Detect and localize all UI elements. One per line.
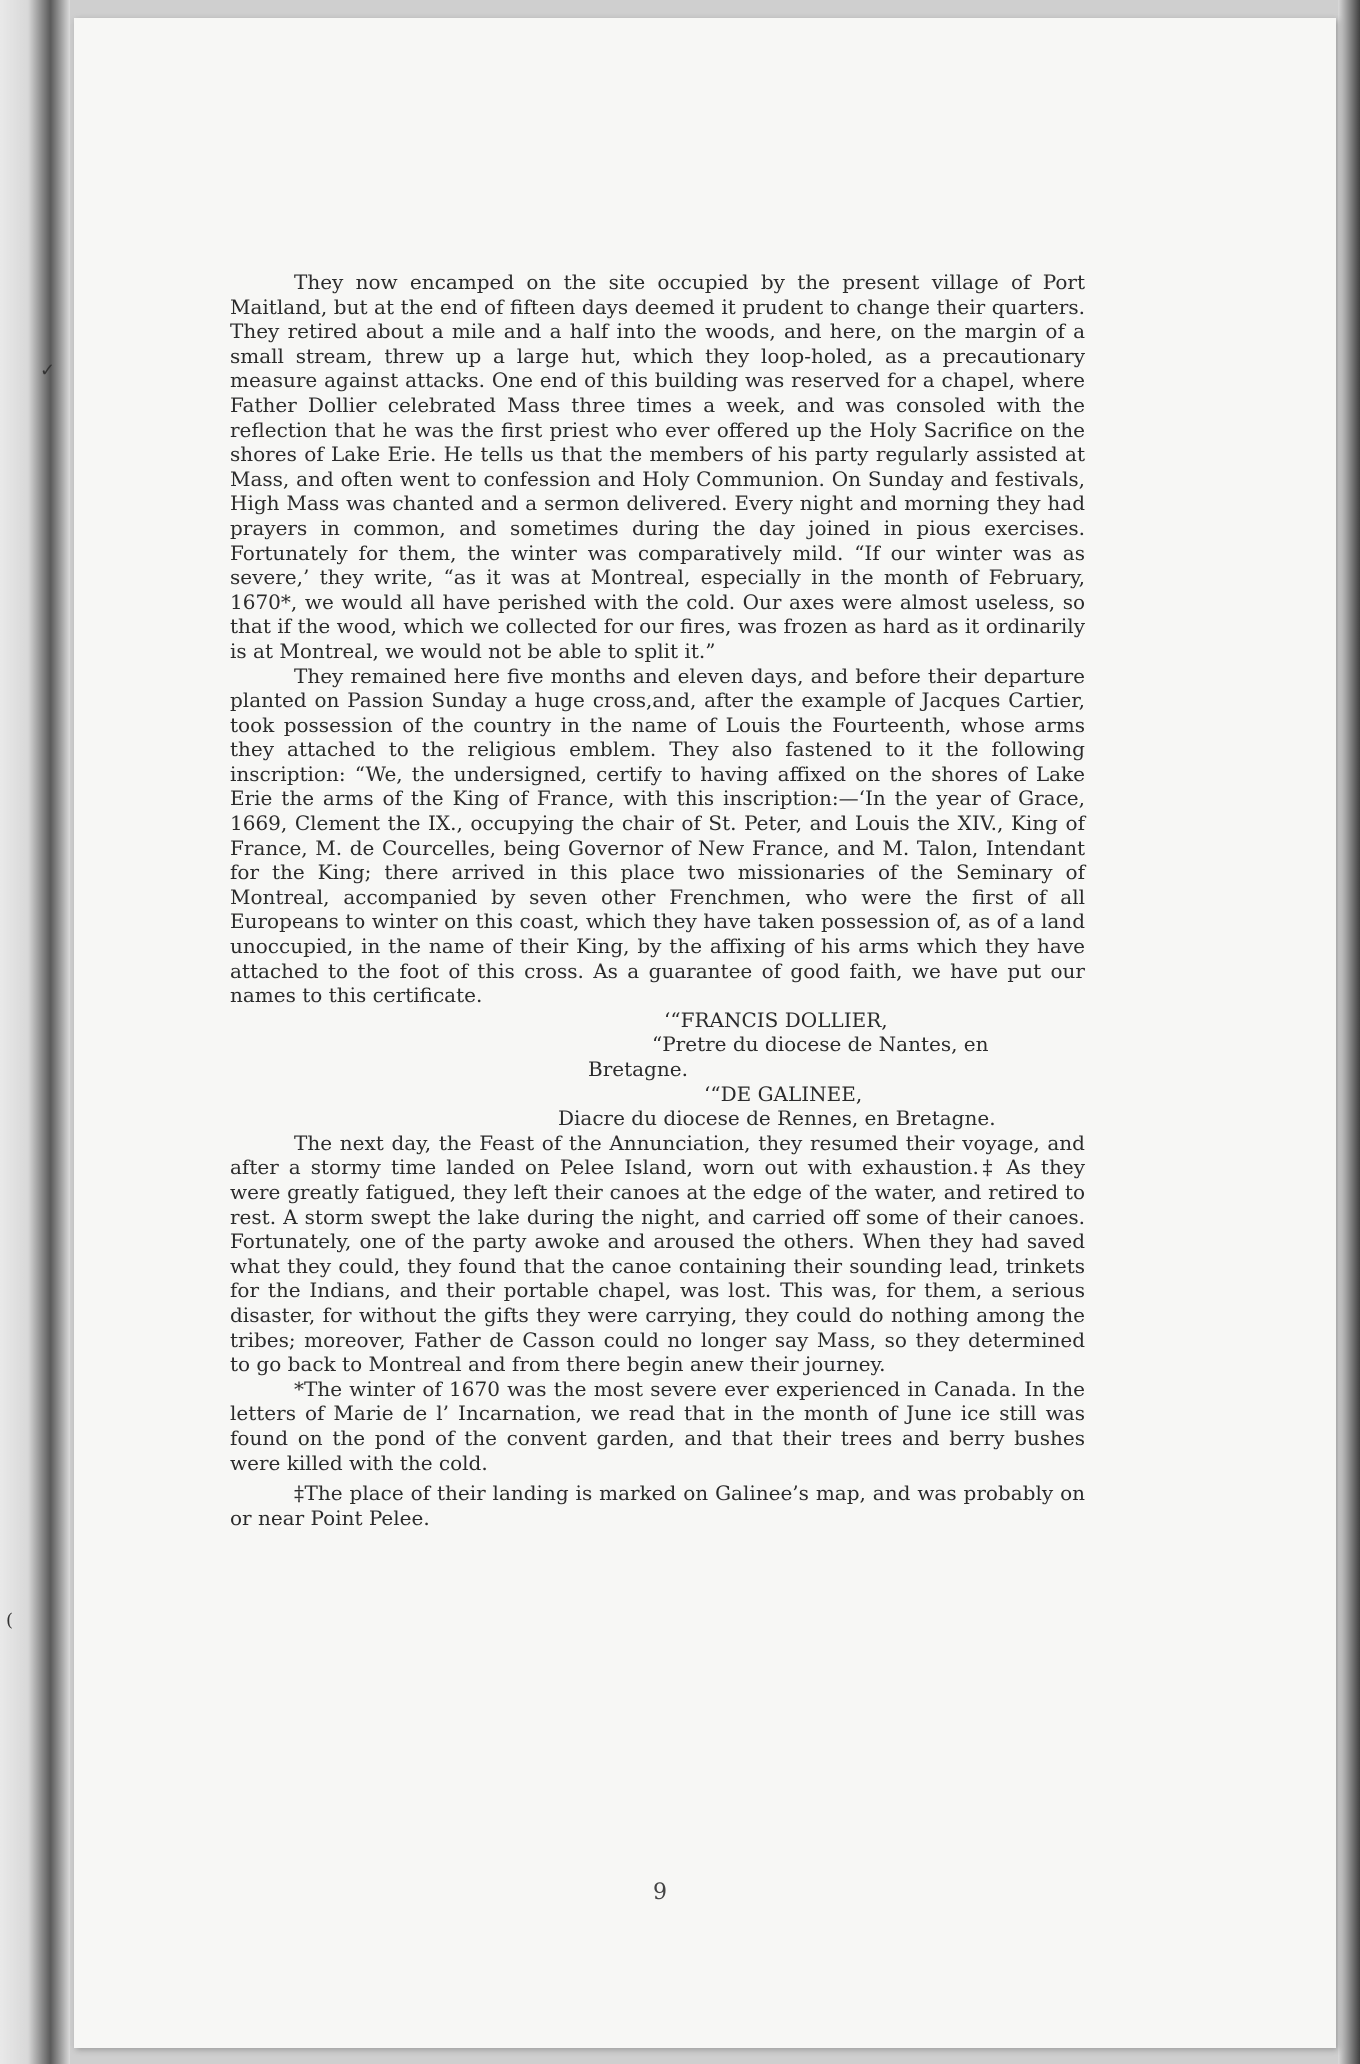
paragraph-2: They remained here five months and eleven days, and before their departure planted on Passion Sunday a huge cross,and, after the example of Jacques Cartier, took possession of the country in the name of Louis the Fourteenth, whose arms they attached to the religious emblem. They also fastened to it the following inscription: “We, the undersigned, certify to having affixed on the shores of Lake Erie the arms of the King of France, with this inscription:—‘In the year of Grace, 1669, Clement the IX., occupying the chair of St. Peter, and Louis the XIV., King of France, M. de Courcelles, being Governor of New France, and M. Talon, Intendant for the King; there arrived in this place two missionaries of the Seminary of Montreal, accompanied by seven other Frenchmen, who were the first of all Europeans to winter on this coast, which they have taken possession of, as of a land unoccupied, in the name of their King, by the affixing of his arms which they have attached to the foot of this cross. As a guarantee of good faith, we have put our names to this certificate.	[230, 663, 1085, 1008]
book-binding	[0, 0, 70, 2064]
margin-mark: ✓	[40, 360, 56, 381]
page-edge-shadow	[1338, 0, 1360, 2064]
footnote-winter: *The winter of 1670 was the most severe ever experienced in Canada. In the letters of Marie de l’ Incarnation, we read that in the month of June ice still was found on the pond of the convent garden, and that their trees and berry bushes were killed with the cold.	[230, 1376, 1085, 1475]
signature-name-dollier: ‘“FRANCIS DOLLIER,	[664, 1007, 888, 1032]
margin-mark: (	[6, 1610, 14, 1631]
page-number: 9	[653, 1880, 667, 1905]
body-text	[230, 270, 1085, 1530]
paragraph-1: They now encamped on the site occupied by the present village of Port Maitland, but at the end of fifteen days deemed it prudent to change their quarters. They retired about a mile and a half into the woods, and here, on the margin of a small stream, threw up a large hut, which they loop-holed, as a precautionary measure against attacks. One end of this building was reserved for a chapel, where Father Dollier celebrated Mass three times a week, and was consoled with the reflection that he was the first priest who ever offered up the Holy Sacrifice on the shores of Lake Erie. He tells us that the members of his party regularly assisted at Mass, and often went to confession and Holy Communion. On Sunday and festivals, High Mass was chanted and a sermon delivered. Every night and morning they had prayers in common, and sometimes during the day joined in pious exercises. Fortunately for them, the winter was comparatively mild. “If our winter was as severe,’ they write, “as it was at Montreal, especially in the month of February, 1670*, we would all have perished with the cold. Our axes were almost useless, so that if the wood, which we collected for our fires, was frozen as hard as it ordinarily is at Montreal, we would not be able to split it.”	[230, 270, 1085, 663]
signature-title-dollier: “Pretre du diocese de Nantes, en Bretagne.	[588, 1032, 989, 1081]
footnote-landing: ‡The place of their landing is marked on Galinee’s map, and was probably on or near Point Pelee.	[230, 1481, 1085, 1530]
signature-title-galinee: Diacre du diocese de Rennes, en Bretagne.	[558, 1106, 996, 1131]
signature-name-galinee: ‘“DE GALINEE,	[704, 1081, 863, 1106]
paragraph-3: The next day, the Feast of the Annunciation, they resumed their voyage, and after a stormy time landed on Pelee Island, worn out with exhaustion.‡ As they were greatly fatigued, they left their canoes at the edge of the water, and retired to rest. A storm swept the lake during the night, and carried off some of their canoes. Fortunately, one of the party awoke and aroused the others. When they had saved what they could, they found that the canoe containing their sounding lead, trinkets for the Indians, and their portable chapel, was lost. This was, for them, a serious disaster, for without the gifts they were carrying, they could do nothing among the tribes; moreover, Father de Casson could no longer say Mass, so they determined to go back to Montreal and from there begin anew their journey.	[230, 1130, 1085, 1377]
